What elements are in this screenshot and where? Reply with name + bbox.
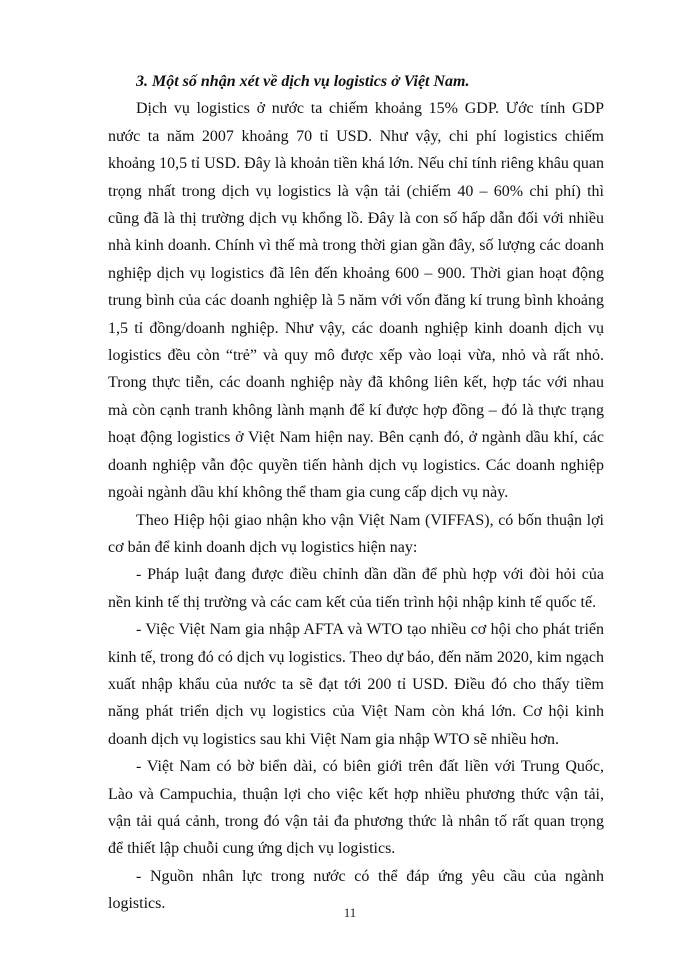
paragraph-viffas-intro: Theo Hiệp hội giao nhận kho vận Việt Nam (VIFFAS), có bốn thuận lợi cơ bản để kinh doanh dịch vụ logistics hiện nay: xyxy=(108,511,604,556)
paragraph-advantage-workforce: - Nguồn nhân lực trong nước có thể đáp ứng yêu cầu của ngành logistics. xyxy=(108,867,604,913)
paragraph-gdp-overview: Dịch vụ logistics ở nước ta chiếm khoảng 15% GDP. Ước tính GDP nước ta năm 2007 khoảng 70 tỉ USD. Như vậy, chi phí logistics chiếm khoảng 10,5 tỉ USD. Đây là khoản tiền khá lớn. Nếu chỉ tính riêng khâu quan trọng nhất trong dịch vụ logistics là vận tải (chiếm 40 – 60% chi phí) thì cũng đã là thị trường dịch vụ khổng lồ. Đây là con số hấp dẫn đối với nhiều nhà kinh doanh. Chính vì thế mà trong thời gian gần đây, số lượng các doanh nghiệp dịch vụ logistics đã lên đến khoảng 600 – 900. Thời gian hoạt động trung bình của các doanh nghiệp là 5 năm với vốn đăng kí trung bình khoảng 1,5 tỉ đồng/doanh nghiệp. Như vậy, các doanh nghiệp kinh doanh dịch vụ logistics đều còn “trẻ” và quy mô được xếp vào loại vừa, nhỏ và rất nhỏ. Trong thực tiễn, các doanh nghiệp này đã không liên kết, hợp tác với nhau mà còn cạnh tranh không lành mạnh để kí được hợp đồng – đó là thực trạng hoạt động logistics ở Việt Nam hiện nay. Bên cạnh đó, ở ngành dầu khí, các doanh nghiệp vẫn độc quyền tiến hành dịch vụ logistics. Các doanh nghiệp ngoài ngành dầu khí không thể tham gia cung cấp dịch vụ này. xyxy=(108,100,604,502)
paragraph-advantage-geography: - Việt Nam có bờ biển dài, có biên giới trên đất liền với Trung Quốc, Lào và Campuchia, thuận lợi cho việc kết hợp nhiều phương thức vận tải, vận tải quá cảnh, trong đó vận tải đa phương thức là nhân tố rất quan trọng để thiết lập chuỗi cung ứng dịch vụ logistics. xyxy=(108,758,604,858)
section-heading: 3. Một số nhận xét về dịch vụ logistics ở Việt Nam. xyxy=(136,73,470,90)
document-body xyxy=(108,68,604,918)
page-number: 11 xyxy=(343,905,357,920)
paragraph-advantage-law: - Pháp luật đang được điều chỉnh dần dần để phù hợp với đòi hỏi của nền kinh tế thị trường và các cam kết của tiến trình hội nhập kinh tế quốc tế. xyxy=(108,566,604,611)
paragraph-advantage-wto: - Việc Việt Nam gia nhập AFTA và WTO tạo nhiều cơ hội cho phát triển kinh tế, trong đó có dịch vụ logistics. Theo dự báo, đến năm 2020, kim ngạch xuất nhập khẩu của nước ta sẽ đạt tới 200 tỉ USD. Điều đó cho thấy tiềm năng phát triển dịch vụ logistics của Việt Nam còn khá lớn. Cơ hội kinh doanh dịch vụ logistics sau khi Việt Nam gia nhập WTO sẽ nhiều hơn. xyxy=(108,621,604,748)
